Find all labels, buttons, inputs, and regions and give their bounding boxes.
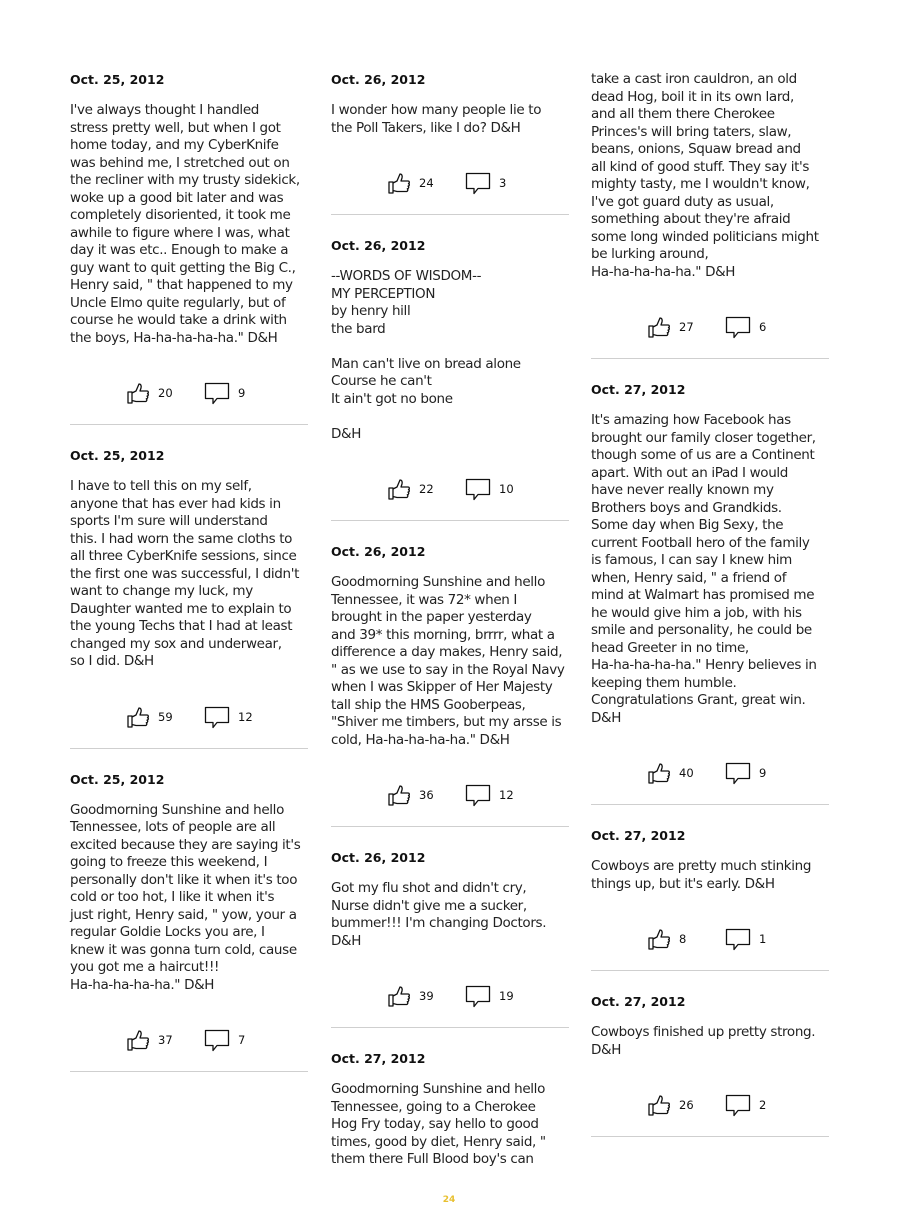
- post-date: Oct. 27, 2012: [591, 382, 686, 397]
- like-count: 40: [679, 766, 694, 780]
- thumbs-up-icon: [647, 1093, 671, 1117]
- like-button[interactable]: [647, 1093, 694, 1117]
- thumbs-up-icon: [387, 477, 411, 501]
- like-button[interactable]: [126, 381, 173, 405]
- post-actions: [331, 984, 569, 1008]
- thumbs-up-icon: [126, 705, 150, 729]
- post-actions: [591, 1093, 829, 1117]
- speech-bubble-icon: [725, 761, 751, 785]
- thumbs-up-icon: [647, 927, 671, 951]
- post: [70, 448, 308, 749]
- post: [591, 828, 829, 971]
- comment-button[interactable]: [465, 477, 514, 501]
- like-count: 37: [158, 1033, 173, 1047]
- post-actions: [70, 1028, 308, 1052]
- comment-button[interactable]: [725, 315, 766, 339]
- comment-count: 12: [499, 788, 514, 802]
- post-continuation: [591, 71, 829, 359]
- thumbs-up-icon: [387, 783, 411, 807]
- post-text: Goodmorning Sunshine and hello Tennessee, it was 72* when I brought in the paper yesterday and 39* this morning, brrrr, what a difference a day makes, Henry said, " as we use to say in the Royal Navy when I was Skipper of Her Majesty tall ship the HMS Gooberpeas, "Shiver me timbers, but my arsse is cold, Ha-ha-ha-ha-ha." D&H: [331, 574, 565, 748]
- comment-button[interactable]: [725, 761, 766, 785]
- like-count: 20: [158, 386, 173, 400]
- speech-bubble-icon: [204, 705, 230, 729]
- post: [331, 850, 569, 1028]
- comment-button[interactable]: [204, 1028, 245, 1052]
- comment-count: 10: [499, 482, 514, 496]
- post-text: Cowboys finished up pretty strong. D&H: [591, 1024, 816, 1058]
- like-count: 26: [679, 1098, 694, 1112]
- like-button[interactable]: [387, 783, 434, 807]
- post-date: Oct. 26, 2012: [331, 238, 426, 253]
- like-count: 24: [419, 176, 434, 190]
- post: [70, 72, 308, 425]
- post-date: Oct. 25, 2012: [70, 448, 165, 463]
- post-date: Oct. 26, 2012: [331, 544, 426, 559]
- like-button[interactable]: [647, 761, 694, 785]
- like-count: 39: [419, 989, 434, 1003]
- comment-button[interactable]: [465, 783, 514, 807]
- comment-button[interactable]: [204, 705, 253, 729]
- like-button[interactable]: [126, 705, 173, 729]
- comment-count: 9: [238, 386, 246, 400]
- comment-count: 9: [759, 766, 767, 780]
- like-button[interactable]: [387, 477, 434, 501]
- post-text: I've always thought I handled stress pretty well, but when I got home today, and my CyberKnife was behind me, I stretched out on the recliner with my trusty sidekick, woke up a good bit later and was completely disoriented, it took me awhile to figure where I was, what day it was etc.. Enough to make a guy want to quit getting the Big C., Henry said, " that happened to my Uncle Elmo quite regularly, but of course he would take a drink with the boys, Ha-ha-ha-ha-ha." D&H: [70, 102, 300, 346]
- comment-button[interactable]: [204, 381, 245, 405]
- post: [591, 994, 829, 1137]
- speech-bubble-icon: [465, 984, 491, 1008]
- comment-count: 7: [238, 1033, 246, 1047]
- post-text: Cowboys are pretty much stinking things up, but it's early. D&H: [591, 858, 812, 892]
- comment-count: 3: [499, 176, 507, 190]
- like-button[interactable]: [126, 1028, 173, 1052]
- post-date: Oct. 27, 2012: [591, 994, 686, 1009]
- post-actions: [70, 381, 308, 405]
- comment-button[interactable]: [465, 984, 514, 1008]
- post-date: Oct. 26, 2012: [331, 72, 426, 87]
- post-date: Oct. 27, 2012: [591, 828, 686, 843]
- post: [331, 72, 569, 215]
- comment-count: 12: [238, 709, 253, 724]
- post-actions: [70, 705, 308, 729]
- like-count: 59: [158, 709, 173, 724]
- page-number: 24: [442, 1195, 456, 1205]
- post-text: I have to tell this on my self, anyone that has ever had kids in sports I'm sure will understand this. I had worn the same cloths to all three CyberKnife sessions, since the first one was successful, I didn't want to change my luck, my Daughter wanted me to explain to the young Techs that I had at least changed my sox and underwear, so I did. D&H: [70, 478, 300, 669]
- post: [331, 238, 569, 521]
- post-date: Oct. 25, 2012: [70, 72, 165, 87]
- column-2: [331, 68, 569, 1169]
- comment-count: 6: [759, 320, 767, 334]
- like-button[interactable]: [387, 171, 434, 195]
- like-button[interactable]: [387, 984, 434, 1008]
- speech-bubble-icon: [204, 1028, 230, 1052]
- post-actions: [331, 477, 569, 501]
- column-1: [70, 68, 308, 1072]
- speech-bubble-icon: [725, 315, 751, 339]
- post-actions: [331, 783, 569, 807]
- post-text: take a cast iron cauldron, an old dead Hog, boil it in its own lard, and all them there Cherokee Princes's will bring taters, slaw, beans, onions, Squaw bread and all kind of good stuff. They say it's mighty tasty, me I wouldn't know, I've got guard duty as usual, something about they're afraid some long winded politicians might be lurking around, Ha-ha-ha-ha-ha." D&H: [591, 71, 819, 280]
- comment-button[interactable]: [465, 171, 506, 195]
- speech-bubble-icon: [204, 381, 230, 405]
- post-text: --WORDS OF WISDOM-- MY PERCEPTION by henry hill the bard Man can't live on bread alone Course he can't It ain't got no bone D&H: [331, 268, 521, 442]
- comment-button[interactable]: [725, 1093, 766, 1117]
- post-actions: [331, 171, 569, 195]
- comment-count: 2: [759, 1098, 767, 1112]
- thumbs-up-icon: [647, 315, 671, 339]
- thumbs-up-icon: [387, 984, 411, 1008]
- post-date: Oct. 26, 2012: [331, 850, 426, 865]
- post-date: Oct. 25, 2012: [70, 771, 165, 787]
- thumbs-up-icon: [387, 171, 411, 195]
- thumbs-up-icon: [647, 761, 671, 785]
- post: [591, 382, 829, 805]
- like-count: 22: [419, 482, 434, 496]
- thumbs-up-icon: [126, 381, 150, 405]
- post: [70, 772, 308, 1073]
- speech-bubble-icon: [465, 171, 491, 195]
- post-date: Oct. 27, 2012: [331, 1051, 426, 1066]
- post-actions: [591, 927, 829, 951]
- speech-bubble-icon: [465, 783, 491, 807]
- column-3: [591, 71, 829, 1137]
- like-count: 27: [679, 320, 694, 334]
- post: [331, 544, 569, 827]
- post-actions: [591, 315, 829, 339]
- post-text: I wonder how many people lie to the Poll Takers, like I do? D&H: [331, 102, 542, 136]
- comment-count: 1: [759, 932, 767, 946]
- post-text: It's amazing how Facebook has brought our family closer together, though some of us are a Continent apart. With out an iPad I would have never really known my Brothers boys and Grandkids. Some day when Big Sexy, the current Football hero of the family is famous, I can say I knew him when, Henry said, " a friend of mind at Walmart has promised me he would give him a job, with his smile and personality, he could be head Greeter in no time, Ha-ha-ha-ha-ha." Henry believes in keeping them humble. Congratulations Grant, great win. D&H: [591, 412, 817, 726]
- like-button[interactable]: [647, 927, 686, 951]
- speech-bubble-icon: [725, 927, 751, 951]
- like-count: 8: [679, 932, 687, 946]
- like-count: 36: [419, 788, 434, 802]
- post-actions: [591, 761, 829, 785]
- comment-button[interactable]: [725, 927, 766, 951]
- speech-bubble-icon: [725, 1093, 751, 1117]
- post-text: Goodmorning Sunshine and hello Tennessee, going to a Cherokee Hog Fry today, say hello to good times, good by diet, Henry said, " them there Full Blood boy's can: [331, 1081, 546, 1167]
- post-text: Goodmorning Sunshine and hello Tennessee, lots of people are all excited because they are saying it's going to freeze this weekend, I personally don't like it when it's too cold or too hot, I like it when it's just right, Henry said, " yow, your a regular Goldie Locks you are, I knew it was gonna turn cold, cause you got me a haircut!!! Ha-ha-ha-ha-ha." D&H: [70, 801, 301, 993]
- like-button[interactable]: [647, 315, 694, 339]
- thumbs-up-icon: [126, 1028, 150, 1052]
- post-partial: [331, 1051, 569, 1169]
- speech-bubble-icon: [465, 477, 491, 501]
- comment-count: 19: [499, 989, 514, 1003]
- post-text: Got my flu shot and didn't cry, Nurse didn't give me a sucker, bummer!!! I'm changing Doctors. D&H: [331, 880, 547, 949]
